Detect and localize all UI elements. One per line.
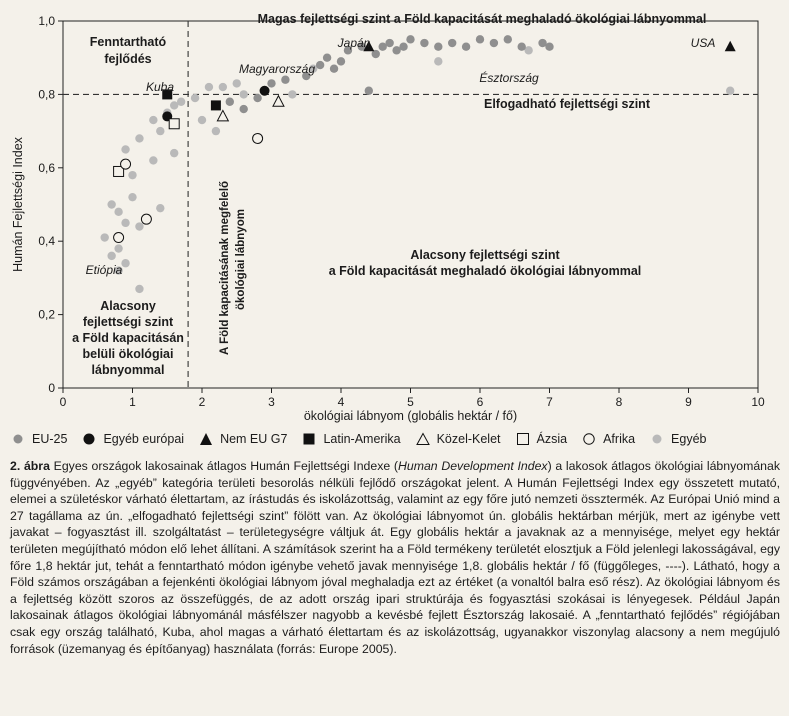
data-point (135, 222, 143, 230)
data-point (504, 35, 512, 43)
x-tick-label: 2 (198, 395, 206, 409)
data-point (128, 171, 136, 179)
data-point (114, 244, 122, 252)
legend-label: Ázsia (536, 432, 568, 446)
legend-label: Egyéb európai (103, 432, 185, 446)
data-point (323, 54, 331, 62)
data-point (217, 110, 228, 121)
x-axis-title: ökológiai lábnyom (globális hektár / fő) (303, 409, 518, 423)
data-point (121, 145, 129, 153)
data-point (211, 100, 221, 110)
data-point (281, 76, 289, 84)
data-point (399, 42, 407, 50)
data-point (135, 134, 143, 142)
data-point (253, 133, 263, 143)
figure-caption (10, 458, 780, 657)
data-point (107, 200, 115, 208)
region-label-acceptable: Elfogadható fejlettségi szint (484, 97, 650, 111)
legend-marker (581, 432, 597, 446)
data-point (316, 61, 324, 69)
region-label-high-development: Magas fejlettségi szint a Föld kapacitását meghaladó ökológiai lábnyommal (257, 12, 707, 26)
data-point (434, 57, 442, 65)
data-point (267, 79, 275, 87)
legend-marker (515, 432, 531, 446)
caption-text: Egyes országok lakosainak átlagos Humán Fejlettségi Indexe (Human Development Index) a lakosok átlagos ökológiai lábnyomának függvényében. Az „egyéb” kategória területi besorolás nélküli fejlődő országokat jelent. A Humán Fejlettségi Index egy összetett mutató, elemei a születéskor várható élettartam, az írástudás és iskolázottság, valamint az egy főre jutó nemzeti össztermék. Az Európai Unió mind a 27 tagállama az ún. „elfogadható fejlettségi szint” fölött van. Az ökológiai lábnyomot ún. globális hektárban mérjük, mert az igénybe vett javakat – fogyasztást ill. szolgáltatást – területegységre váltjuk át. Egy globális hektár a javaknak az a mennyisége, melyet egy hektár területen megújítható módon elő lehet állítani. A számítások szerint ha a Föld termékeny területét elosztjuk a Föld jelenlegi lakosságával, egy főre 1,8 hektár jut, tehát a fenntartható módon igénybe vehető javak mennyisége 1,8. globális hektár / fő (függőleges, ----). Látható, hogy a Föld számos országában a fejenkénti ökológiai lábnyom jóval meghaladja ezt az értéket (a vonaltól balra eső rész). Az ökológiai lábnyom és a fejlettség között szoros az összefüggés, de az adott ország ipari struktúrája és fogyasztási szokásai is lényegesek. Például Japán lakosainak átlagos ökológiai lábnyománál másfélszer nagyobb a kevésbé fejlett Észtország lakosaié. A „fenntartható fejlődés” régiójában csak egy ország található, Kuba, ahol magas a várható élettartam és az iskolázottság, ugyanakkor viszonylag alacsony a nem megújuló források (üzemanyag és építőanyag) használata (forrás: Europe 2005). (10, 459, 780, 656)
data-point (226, 98, 234, 106)
data-point (141, 214, 151, 224)
country-label-magyarorszag: Magyarország (238, 62, 316, 76)
data-point (198, 116, 206, 124)
chart-text-labels (72, 12, 715, 377)
region-label-low-within: belüli ökológiai (82, 347, 174, 361)
region-label-low-within: lábnyommal (91, 363, 165, 377)
region-label-sustainable: Fenntartható (89, 35, 167, 49)
y-tick-label: 0,4 (38, 234, 55, 249)
data-point (240, 90, 248, 98)
country-label-esztorszag: Észtország (479, 71, 539, 85)
legend-item (415, 432, 501, 446)
x-tick-label: 8 (615, 395, 623, 409)
x-tick-label: 4 (337, 395, 345, 409)
legend-label: Közel-Kelet (436, 432, 501, 446)
legend-item (81, 432, 184, 446)
data-point (273, 96, 284, 107)
data-point (170, 149, 178, 157)
data-point (107, 252, 115, 260)
region-label-low-within: Alacsony (100, 299, 156, 313)
data-point (726, 87, 734, 95)
legend-label: Nem EU G7 (220, 432, 288, 446)
legend-marker-shape (14, 435, 23, 444)
data-point (462, 42, 470, 50)
region-label-sustainable: fejlődés (104, 52, 152, 66)
data-point (337, 57, 345, 65)
legend-label: Latin-Amerika (323, 432, 401, 446)
legend-marker (301, 432, 317, 446)
legend-marker (198, 432, 214, 446)
region-label-low-over: Alacsony fejlettségi szint (410, 248, 560, 262)
country-label-kuba: Kuba (145, 80, 175, 94)
data-point (385, 39, 393, 47)
data-point (725, 41, 736, 52)
data-point (240, 105, 248, 113)
legend-marker (10, 432, 26, 446)
region-label-capacity: ökológiai lábnyom (235, 209, 247, 310)
y-tick-label: 0 (48, 381, 55, 395)
data-point (205, 83, 213, 91)
data-point (121, 259, 129, 267)
data-point (545, 42, 553, 50)
data-point (170, 101, 178, 109)
data-point (149, 116, 157, 124)
data-point (191, 94, 199, 102)
y-axis-title: Humán Fejlettségi Index (11, 137, 25, 272)
legend-item (581, 432, 635, 446)
data-point (330, 65, 338, 73)
data-point (476, 35, 484, 43)
legend-marker-shape (84, 434, 95, 445)
x-tick-label: 3 (268, 395, 275, 409)
legend-item (10, 432, 67, 446)
data-point (448, 39, 456, 47)
caption-italic-term: Human Development Index (398, 459, 548, 473)
legend-label: Afrika (603, 432, 636, 446)
data-point (156, 204, 164, 212)
legend-label: Egyéb (671, 432, 707, 446)
region-label-low-over: a Föld kapacitását meghaladó ökológiai lábnyommal (328, 264, 642, 278)
data-point (121, 219, 129, 227)
y-tick-label: 0,6 (38, 160, 55, 175)
y-tick-label: 1,0 (38, 14, 55, 28)
data-point (114, 208, 122, 216)
x-tick-label: 9 (685, 395, 692, 409)
figure-number: 2. ábra (10, 459, 50, 473)
legend-marker-shape (584, 434, 594, 444)
x-tick-label: 5 (407, 395, 414, 409)
data-point (518, 42, 526, 50)
legend-item (515, 432, 568, 446)
legend-marker-shape (200, 433, 212, 445)
data-point (420, 39, 428, 47)
data-point (135, 285, 143, 293)
x-tick-label: 0 (59, 395, 67, 409)
data-point (365, 87, 373, 95)
data-point (212, 127, 220, 135)
data-point (156, 127, 164, 135)
country-label-japan: Japán (337, 36, 371, 50)
data-point (406, 35, 414, 43)
legend-marker-shape (304, 434, 315, 445)
legend-item (649, 432, 706, 446)
legend-marker-shape (417, 434, 429, 445)
legend-marker (415, 432, 431, 446)
region-label-low-within: fejlettségi szint (82, 315, 174, 329)
data-point (288, 90, 296, 98)
data-point (490, 39, 498, 47)
data-point (149, 156, 157, 164)
region-label-low-within: a Föld kapacitásán (72, 331, 184, 345)
x-tick-label: 10 (751, 395, 765, 409)
y-tick-label: 0,2 (38, 307, 55, 322)
data-point (121, 159, 131, 169)
data-point (260, 86, 270, 96)
chart-legend (10, 432, 721, 446)
data-point (219, 83, 227, 91)
data-point (101, 233, 109, 241)
data-point (128, 193, 136, 201)
legend-item (301, 432, 400, 446)
country-label-usa: USA (690, 36, 716, 50)
legend-marker-shape (517, 434, 528, 445)
legend-marker (81, 432, 97, 446)
x-tick-label: 6 (476, 395, 484, 409)
region-label-capacity: A Föld kapacitásának megfelelő (219, 180, 231, 355)
country-label-etiopia: Etiópia (85, 263, 123, 277)
legend-label: EU-25 (32, 432, 68, 446)
y-tick-label: 0,8 (38, 87, 55, 102)
data-point (114, 233, 124, 243)
data-point (233, 79, 241, 87)
legend-item (198, 432, 287, 446)
data-point (169, 119, 179, 129)
legend-marker-shape (653, 435, 662, 444)
x-tick-label: 1 (129, 395, 136, 409)
data-point (253, 94, 261, 102)
data-point (434, 42, 442, 50)
x-tick-label: 7 (546, 395, 553, 409)
axis-ticks (11, 14, 765, 423)
legend-marker (649, 432, 665, 446)
